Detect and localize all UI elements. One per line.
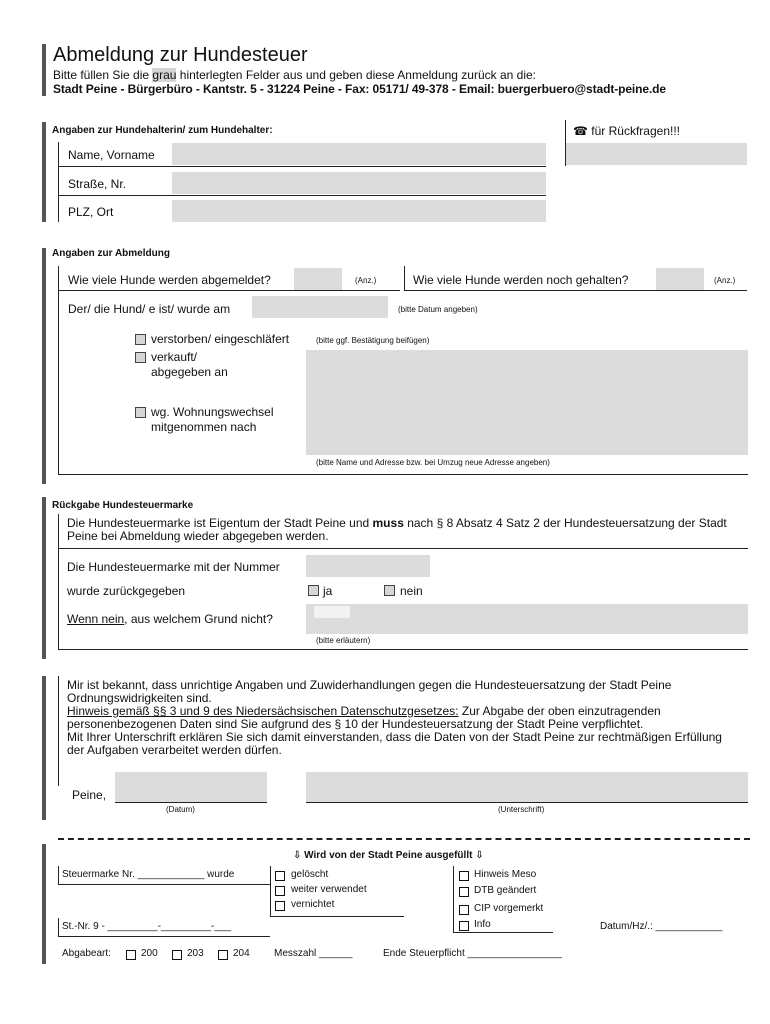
anz-hint: (Anz.) [355, 276, 377, 285]
datum-hz-label: Datum/Hz/.: ____________ [600, 921, 723, 932]
tag-return-heading: Rückgabe Hundesteuermarke [52, 500, 194, 511]
tag-return-section-bar [42, 497, 46, 659]
code-200-label: 200 [141, 948, 158, 959]
declaration-section-bar [42, 676, 46, 820]
code-200-checkbox[interactable] [126, 950, 136, 960]
city-input[interactable] [172, 200, 546, 222]
office-heading: ⇩ Wird von der Stadt Peine ausgefüllt ⇩ [293, 850, 484, 861]
divider [306, 802, 748, 803]
vernichtet-label: vernichtet [291, 899, 335, 910]
anz-hint: (Anz.) [714, 276, 736, 285]
returned-no-checkbox[interactable] [384, 585, 395, 596]
tag-number-input[interactable] [306, 555, 430, 577]
divider [58, 290, 400, 291]
date-label: Der/ die Hund/ e ist/ wurde am [68, 302, 231, 316]
tag-notice: Die Hundesteuermarke ist Eigentum der Stadt Peine und muss nach § 8 Absatz 4 Satz 2 der Hundesteuersatzung der Stadt Peine bei Abmeldung wieder abgegeben werden. [67, 516, 727, 543]
divider [58, 166, 546, 167]
st-nr-label: St.-Nr. 9 - _________-_________-___ [62, 921, 232, 932]
dtb-label: DTB geändert [474, 885, 537, 896]
deceased-hint: (bitte ggf. Bestätigung beifügen) [316, 336, 430, 345]
weiter-checkbox[interactable] [275, 886, 285, 896]
count-deregistered-label: Wie viele Hunde werden abgemeldet? [68, 273, 271, 287]
ende-steuerpflicht-label: Ende Steuerpflicht _________________ [383, 948, 563, 959]
phone-icon: ☎ [573, 124, 588, 138]
code-203-label: 203 [187, 948, 204, 959]
sold-checkbox[interactable] [135, 352, 146, 363]
deceased-checkbox[interactable] [135, 334, 146, 345]
tag-number-label: Die Hundesteuermarke mit der Nummer [67, 560, 280, 574]
intro-text: Bitte füllen Sie die grau hinterlegten Felder aus und geben diese Anmeldung zurück an die: [53, 68, 537, 82]
name-input[interactable] [172, 143, 546, 165]
returned-yes-label: ja [323, 584, 333, 598]
reason-hint: (bitte erläutern) [316, 636, 371, 645]
cip-label: CIP vorgemerkt [474, 903, 544, 914]
declaration-frame-line [58, 676, 59, 786]
holder-heading: Angaben zur Hundehalterin/ zum Hundehalter: [52, 125, 273, 136]
street-label: Straße, Nr. [68, 177, 127, 191]
code-204-label: 204 [233, 948, 250, 959]
divider [58, 548, 748, 549]
reason-label: Wenn nein, aus welchem Grund nicht? [67, 612, 273, 626]
place-label: Peine, [72, 788, 107, 802]
geloescht-checkbox[interactable] [275, 871, 285, 881]
page-title: Abmeldung zur Hundesteuer [53, 44, 308, 66]
signature-caption: (Unterschrift) [498, 805, 545, 814]
abgabeart-label: Abgabeart: [62, 948, 111, 959]
divider [58, 884, 270, 885]
dtb-checkbox[interactable] [459, 887, 469, 897]
count-deregistered-input[interactable] [294, 268, 342, 290]
divider [58, 195, 546, 196]
phone-input[interactable] [566, 143, 747, 165]
divider [58, 474, 748, 475]
divider [58, 866, 59, 884]
divider [115, 802, 267, 803]
date-caption: (Datum) [166, 805, 195, 814]
tag-frame-line [58, 514, 59, 649]
divider [58, 936, 270, 937]
returned-label: wurde zurückgegeben [67, 584, 186, 598]
geloescht-label: gelöscht [291, 869, 329, 880]
reason-inner-box [314, 606, 350, 618]
office-section-bar [42, 844, 46, 964]
deceased-label: verstorben/ eingeschläfert [151, 332, 290, 346]
cip-checkbox[interactable] [459, 905, 469, 915]
moved-checkbox[interactable] [135, 407, 146, 418]
sold-label-2: abgegeben an [151, 365, 228, 379]
tag-no-label: Steuermarke Nr. ____________ wurde [62, 869, 235, 880]
divider [270, 916, 404, 917]
divider [453, 866, 454, 932]
holder-section-bar [42, 122, 46, 222]
holder-frame-line [58, 142, 59, 222]
hinweis-meso-label: Hinweis Meso [474, 869, 537, 880]
return-address: Stadt Peine - Bürgerbüro - Kantstr. 5 - 31224 Peine - Fax: 05171/ 49-378 - Email: buergerbuero@stadt-peine.de [53, 82, 666, 96]
weiter-label: weiter verwendet [291, 884, 367, 895]
office-dashed-divider [58, 838, 750, 840]
returned-no-label: nein [400, 584, 423, 598]
recipient-address-input[interactable] [306, 350, 748, 455]
messzahl-label: Messzahl ______ [274, 948, 353, 959]
deregistration-heading: Angaben zur Abmeldung [52, 248, 170, 259]
header-bar [42, 44, 46, 96]
city-label: PLZ, Ort [68, 205, 114, 219]
divider [58, 918, 59, 936]
moved-label-1: wg. Wohnungswechsel [151, 405, 274, 419]
deregistration-section-bar [42, 248, 46, 484]
info-checkbox[interactable] [459, 921, 469, 931]
returned-yes-checkbox[interactable] [308, 585, 319, 596]
count-kept-label: Wie viele Hunde werden noch gehalten? [413, 273, 629, 287]
name-label: Name, Vorname [68, 148, 155, 162]
deregistration-date-input[interactable] [252, 296, 388, 318]
divider [270, 866, 271, 916]
code-203-checkbox[interactable] [172, 950, 182, 960]
phone-label-wrap: ☎ für Rückfragen!!! [573, 124, 681, 138]
divider [404, 290, 747, 291]
hinweis-meso-checkbox[interactable] [459, 871, 469, 881]
divider [404, 266, 405, 290]
address-hint: (bitte Name und Adresse bzw. bei Umzug neue Adresse angeben) [316, 458, 550, 467]
date-hint: (bitte Datum angeben) [398, 305, 478, 314]
declaration-text: Mir ist bekannt, dass unrichtige Angaben und Zuwiderhandlungen gegen die Hundesteuersatzung der Stadt Peine Ordnungswidrigkeiten sind. Hinweis gemäß §§ 3 und 9 des Niedersächsischen Datenschutzgesetzes: Zur Abgabe der oben einzutragenden personenbezogenen Daten sind Sie aufgrund des § 10 der Hundesteuersatzung der Stadt Peine verpflichtet. Mit Ihrer Unterschrift erklären Sie sich damit einverstanden, dass die Daten von der Stadt Peine zur rechtmäßigen Erfüllung der Aufgaben verarbeitet werden dürfen. [67, 678, 722, 757]
signature-date-input[interactable] [115, 772, 267, 802]
street-input[interactable] [172, 172, 546, 194]
moved-label-2: mitgenommen nach [151, 420, 257, 434]
sold-label-1: verkauft/ [151, 350, 198, 364]
deregistration-frame-line [58, 266, 59, 474]
code-204-checkbox[interactable] [218, 950, 228, 960]
vernichtet-checkbox[interactable] [275, 901, 285, 911]
info-label: Info [474, 919, 491, 930]
divider [453, 932, 553, 933]
divider [58, 649, 748, 650]
count-kept-input[interactable] [656, 268, 704, 290]
signature-input[interactable] [306, 772, 748, 802]
reason-input[interactable] [306, 604, 748, 634]
